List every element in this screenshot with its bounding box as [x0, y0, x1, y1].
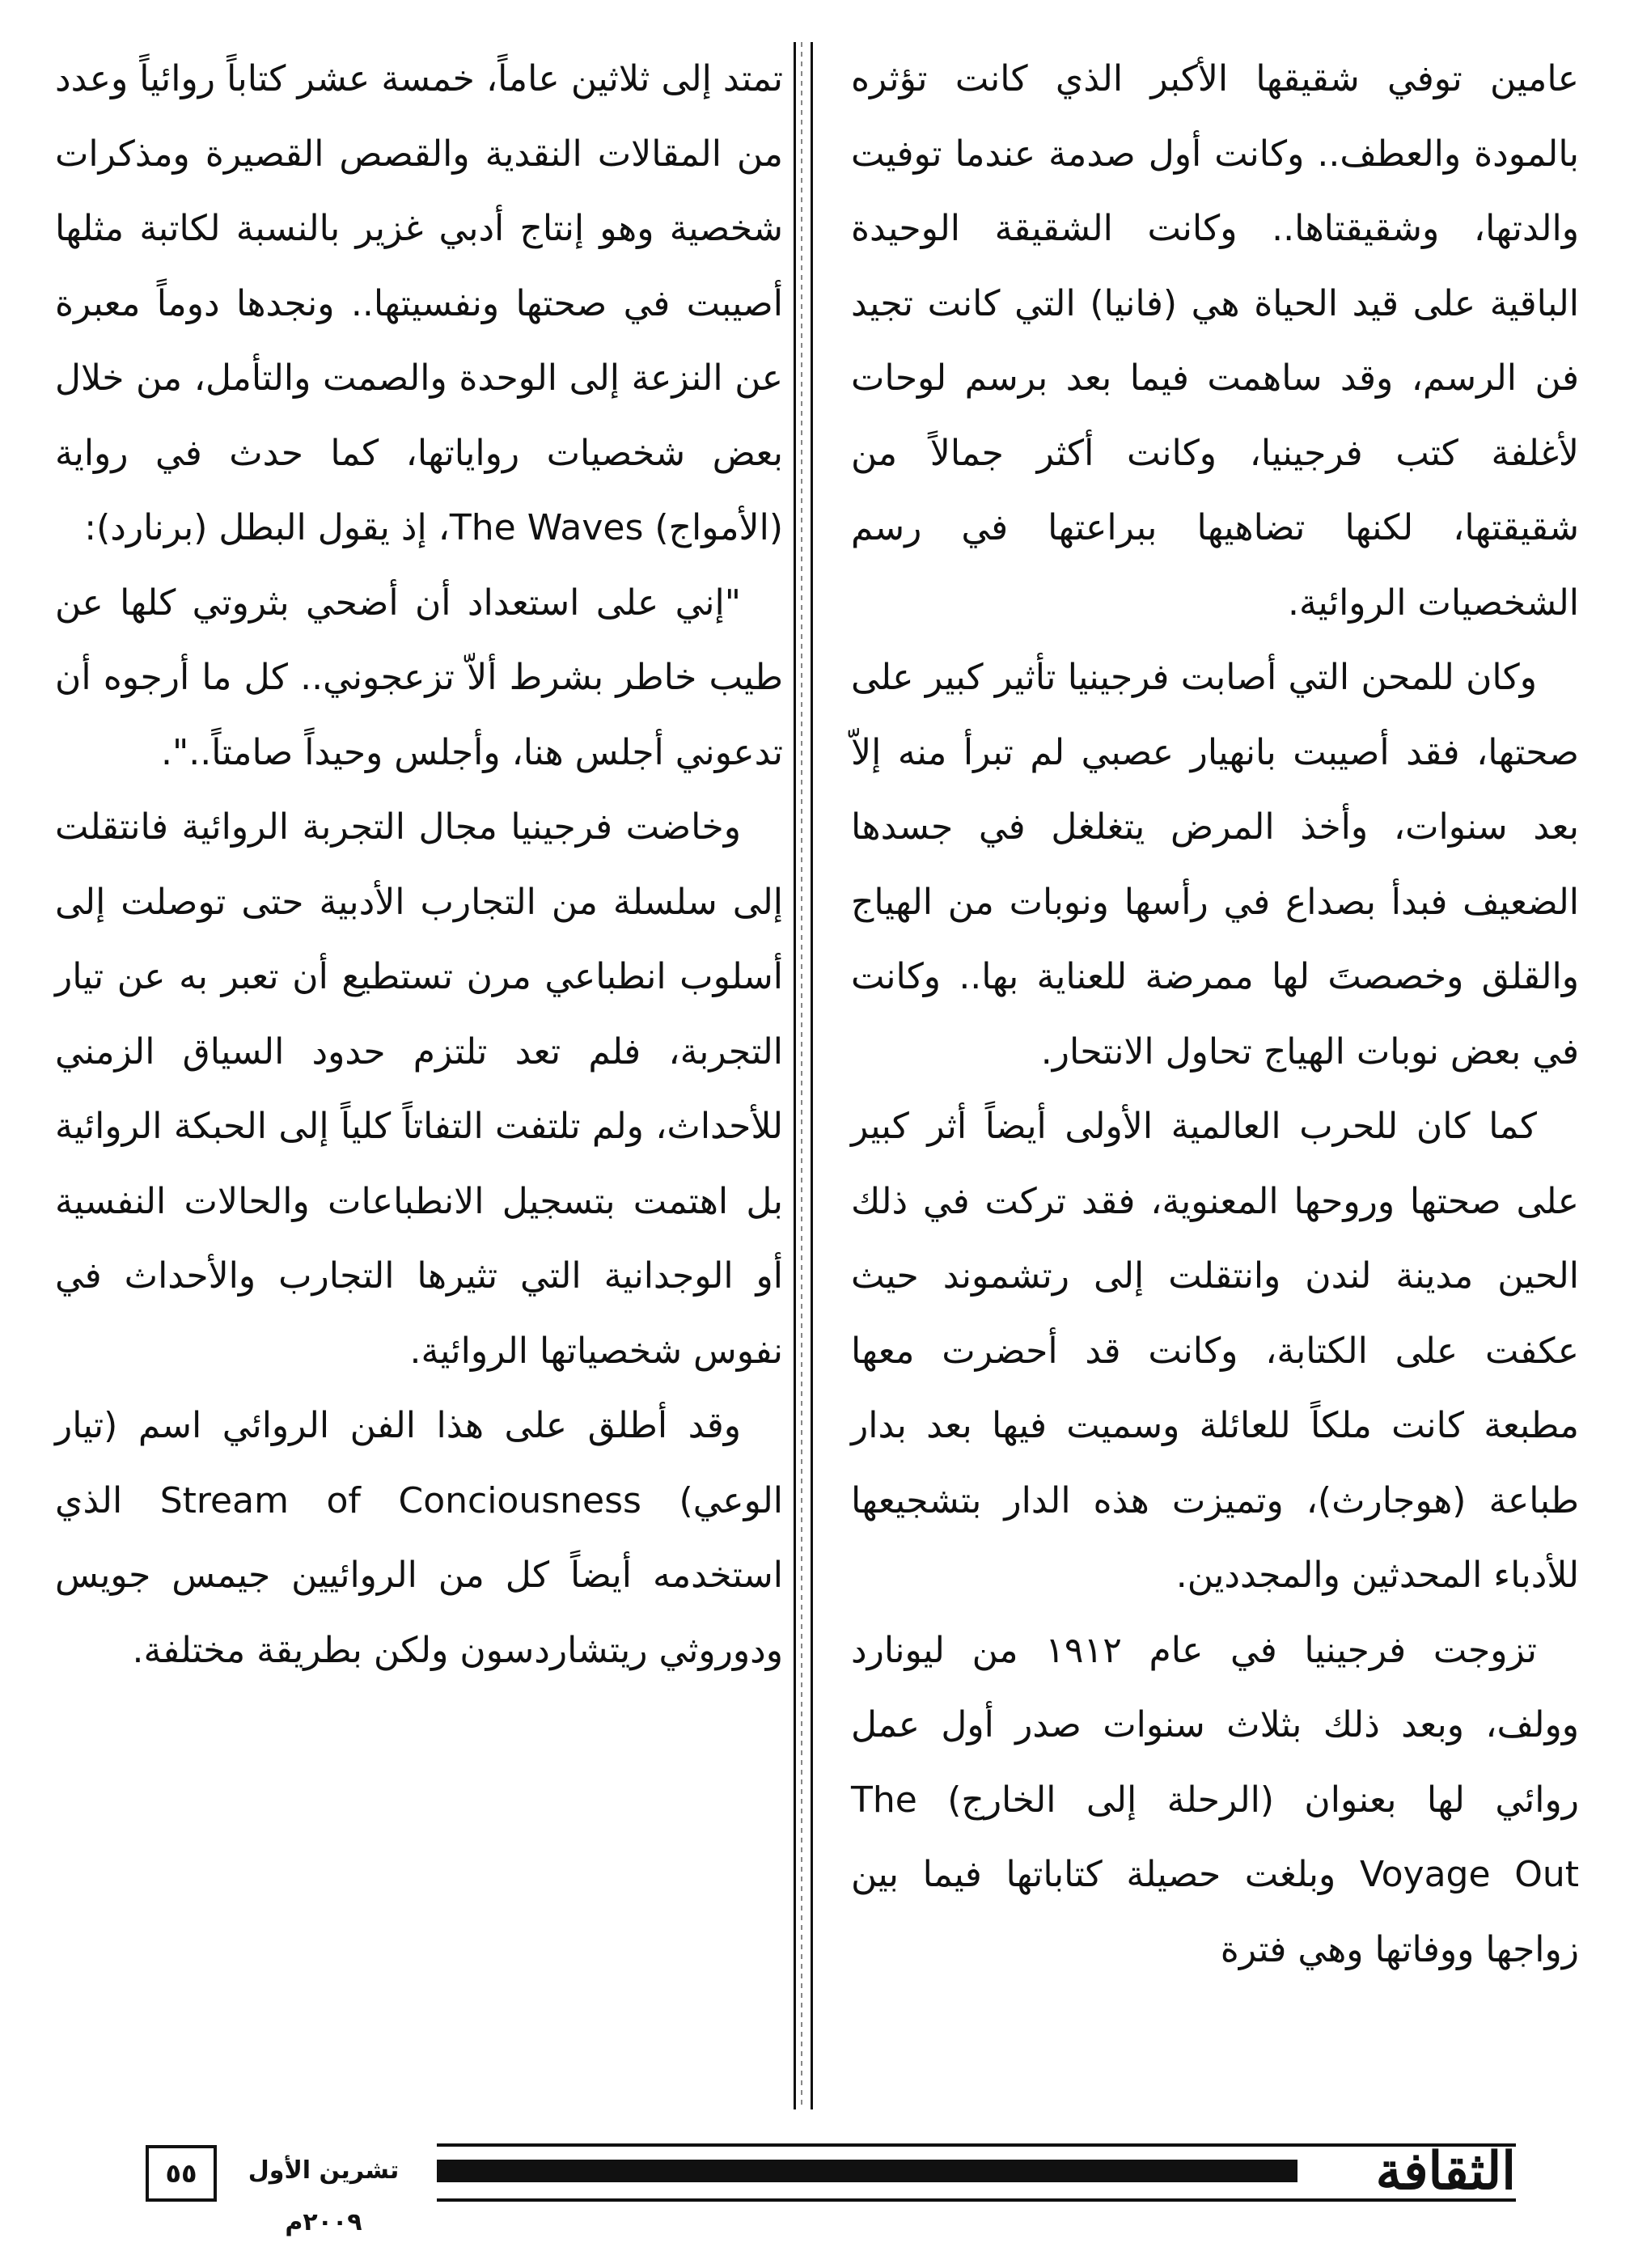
paragraph: وكان للمحن التي أصابت فرجينيا تأثير كبير على صحتها، فقد أصيبت بانهيار عصبي لم تبرأ منه إلاّ بعد سنوات، وأخذ المرض يتغلغل في جسدها الضعيف فبدأ بصداع في رأسها ونوبات من الهياج والقلق وخصصتَ لها ممرضة للعناية بها.. وكانت في بعض نوبات الهياج تحاول الانتحار.	[851, 657, 1579, 1073]
paragraph: كما كان للحرب العالمية الأولى أيضاً أثر كبير على صحتها وروحها المعنوية، فقد تركت في ذلك الحين مدينة لندن وانتقلت إلى رتشموند حيث عكفت على الكتابة، وكانت قد أحضرت معها مطبعة كانت ملكاً للعائلة وسميت فيها بعد بدار طباعة (هوجارث)، وتميزت هذه الدار بتشجيعها للأدباء المحدثين والمجددين.	[851, 1106, 1579, 1596]
paragraph: تزوجت فرجينيا في عام ١٩١٢ من ليونارد وولف، وبعد ذلك بثلاث سنوات صدر أول عمل روائي لها بعنوان (الرحلة إلى الخارج) The Voyage Out وبلغت حصيلة كتاباتها فيما بين زواجها ووفاتها وهي فترة	[851, 1629, 1579, 1970]
paragraph: "إني على استعداد أن أضحي بثروتي كلها عن طيب خاطر بشرط ألاّ تزعجوني.. كل ما أرجوه أن تدعوني أجلس هنا، وأجلس وحيداً صامتاً..".	[55, 582, 783, 773]
paragraph: تمتد إلى ثلاثين عاماً، خمسة عشر كتاباً روائياً وعدد من المقالات النقدية والقصص القصيرة ومذكرات شخصية وهو إنتاج أدبي غزير بالنسبة لكاتبة مثلها أصيبت في صحتها ونفسيتها.. ونجدها دوماً معبرة عن النزعة إلى الوحدة والصمت والتأمل، من خلال بعض شخصيات رواياتها، كما حدث في رواية (الأمواج) The Waves، إذ يقول البطل (برنارد):	[55, 58, 783, 548]
column-divider	[794, 42, 813, 2109]
right-column	[851, 42, 1579, 1987]
issue-date: تشرين الأول ٢٠٠٩م	[248, 2156, 400, 2236]
paragraph: وقد أطلق على هذا الفن الروائي اسم (تيار الوعي) Stream of Conciousness الذي استخدمه أيضاً كل من الروائيين جيمس جويس ودوروثي ريتشاردسون ولكن بطريقة مختلفة.	[55, 1405, 783, 1671]
page-number: ٥٥	[146, 2145, 217, 2202]
paragraph: عامين توفي شقيقها الأكبر الذي كانت تؤثره بالمودة والعطف.. وكانت أول صدمة عندما توفيت والدتها، وشقيقتاها.. وكانت الشقيقة الوحيدة الباقية على قيد الحياة هي (فانيا) التي كانت تجيد فن الرسم، وقد ساهمت فيما بعد برسم لوحات لأغلفة كتب فرجينيا، وكانت أكثر جمالاً من شقيقتها، لكنها تضاهيها ببراعتها في رسم الشخصيات الروائية.	[851, 58, 1579, 624]
page-footer	[146, 2135, 1516, 2236]
footer-bar	[437, 2160, 1297, 2182]
magazine-logo: الثقافة	[1375, 2141, 1516, 2202]
left-column	[55, 42, 783, 1688]
paragraph: وخاضت فرجينيا مجال التجربة الروائية فانتقلت إلى سلسلة من التجارب الأدبية حتى توصلت إلى أسلوب انطباعي مرن تستطيع أن تعبر به عن تيار التجربة، فلم تعد تلتزم حدود السياق الزمني للأحداث، ولم تلتفت التفاتاً كلياً إلى الحبكة الروائية بل اهتمت بتسجيل الانطباعات والحالات النفسية أو الوجدانية التي تثيرها التجارب والأحداث في نفوس شخصياتها الروائية.	[55, 806, 783, 1372]
